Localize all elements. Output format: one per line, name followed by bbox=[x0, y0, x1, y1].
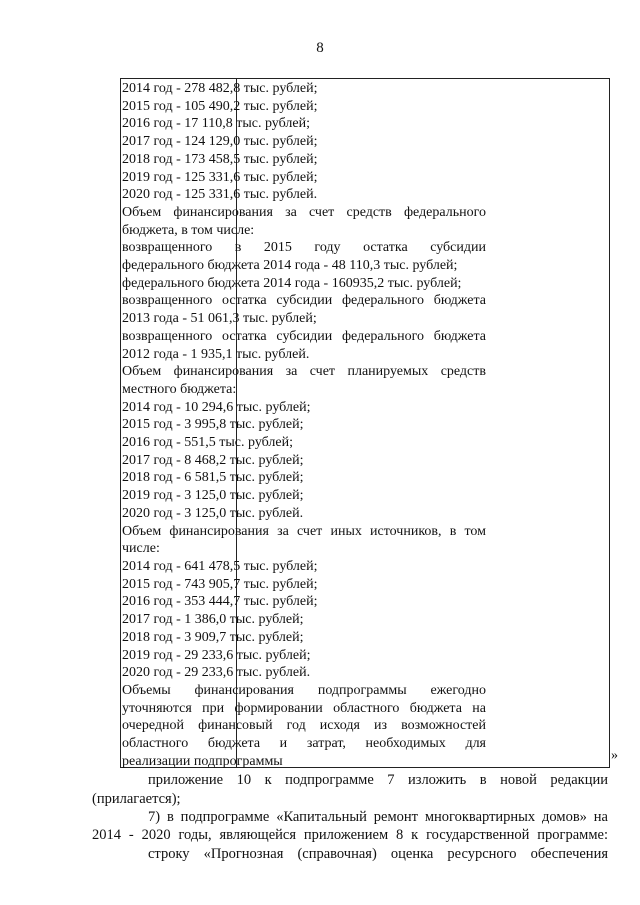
cell-line: бюджета, в том числе: bbox=[122, 222, 255, 238]
cell-line: уточняются при формировании областного бюджета на bbox=[122, 700, 486, 716]
cell-line: очередной финансовый год исходя из возможностей bbox=[122, 718, 486, 734]
cell-line: возвращенного в 2015 году остатка субсидии bbox=[122, 240, 486, 256]
body-paragraph-line: (прилагается); bbox=[92, 791, 181, 807]
cell-line: 2019 год - 3 125,0 тыс. рублей; bbox=[122, 488, 304, 504]
cell-line: областного бюджета и затрат, необходимых для bbox=[122, 736, 486, 752]
cell-line: 2014 год - 641 478,5 тыс. рублей; bbox=[122, 558, 318, 574]
financing-cell-text bbox=[122, 80, 486, 770]
cell-line: 2019 год - 125 331,6 тыс. рублей; bbox=[122, 169, 318, 185]
cell-line: Объем финансирования за счет иных источников, в том bbox=[122, 523, 486, 539]
cell-line: 2012 года - 1 935,1 тыс. рублей. bbox=[122, 346, 310, 362]
cell-line: 2014 год - 10 294,6 тыс. рублей; bbox=[122, 399, 311, 415]
body-paragraph-line: 2014 - 2020 годы, являющейся приложением 8 к государственной программе: bbox=[92, 827, 608, 843]
cell-line: 2019 год - 29 233,6 тыс. рублей; bbox=[122, 647, 311, 663]
cell-line: 2020 год - 3 125,0 тыс. рублей. bbox=[122, 505, 304, 521]
cell-line: 2013 года - 51 061,3 тыс. рублей; bbox=[122, 311, 317, 327]
table-left-border bbox=[120, 79, 121, 767]
cell-line: 2017 год - 1 386,0 тыс. рублей; bbox=[122, 612, 304, 628]
closing-quote: » bbox=[611, 748, 618, 763]
cell-line: 2018 год - 6 581,5 тыс. рублей; bbox=[122, 470, 304, 486]
cell-line: 2020 год - 125 331,6 тыс. рублей. bbox=[122, 187, 318, 203]
cell-line: 2016 год - 17 110,8 тыс. рублей; bbox=[122, 116, 310, 132]
cell-line: 2016 год - 353 444,7 тыс. рублей; bbox=[122, 594, 318, 610]
cell-line: 2020 год - 29 233,6 тыс. рублей. bbox=[122, 665, 311, 681]
page-number: 8 bbox=[316, 40, 324, 56]
cell-line: 2016 год - 551,5 тыс. рублей; bbox=[122, 435, 294, 451]
body-paragraph-line: 7) в подпрограмме «Капитальный ремонт многоквартирных домов» на bbox=[148, 809, 608, 825]
cell-line: возвращенного остатка субсидии федерального бюджета bbox=[122, 293, 486, 309]
cell-line: 2015 год - 105 490,2 тыс. рублей; bbox=[122, 98, 318, 114]
cell-line: местного бюджета: bbox=[122, 381, 237, 397]
body-paragraph-line: приложение 10 к подпрограмме 7 изложить в новой редакции bbox=[148, 772, 608, 788]
cell-line: федерального бюджета 2014 года - 160935,2 тыс. рублей; bbox=[122, 275, 462, 291]
cell-line: числе: bbox=[122, 541, 160, 557]
cell-line: 2014 год - 278 482,8 тыс. рублей; bbox=[122, 81, 318, 96]
cell-line: федерального бюджета 2014 года - 48 110,3 тыс. рублей; bbox=[122, 258, 458, 274]
cell-line: возвращенного остатка субсидии федерального бюджета bbox=[122, 328, 486, 344]
cell-line: Объем финансирования за счет средств федерального bbox=[122, 204, 486, 220]
cell-line: Объем финансирования за счет планируемых средств bbox=[122, 364, 486, 380]
table-right-border bbox=[609, 79, 610, 767]
body-paragraph-line: строку «Прогнозная (справочная) оценка ресурсного обеспечения bbox=[148, 846, 608, 862]
cell-line: 2015 год - 3 995,8 тыс. рублей; bbox=[122, 417, 304, 433]
cell-line: 2017 год - 8 468,2 тыс. рублей; bbox=[122, 452, 304, 468]
cell-line: 2018 год - 3 909,7 тыс. рублей; bbox=[122, 629, 304, 645]
cell-line: 2017 год - 124 129,0 тыс. рублей; bbox=[122, 134, 318, 150]
cell-line: реализации подпрограммы bbox=[122, 753, 283, 769]
cell-line: Объемы финансирования подпрограммы ежегодно bbox=[122, 682, 486, 698]
cell-line: 2018 год - 173 458,5 тыс. рублей; bbox=[122, 151, 318, 167]
cell-line: 2015 год - 743 905,7 тыс. рублей; bbox=[122, 576, 318, 592]
